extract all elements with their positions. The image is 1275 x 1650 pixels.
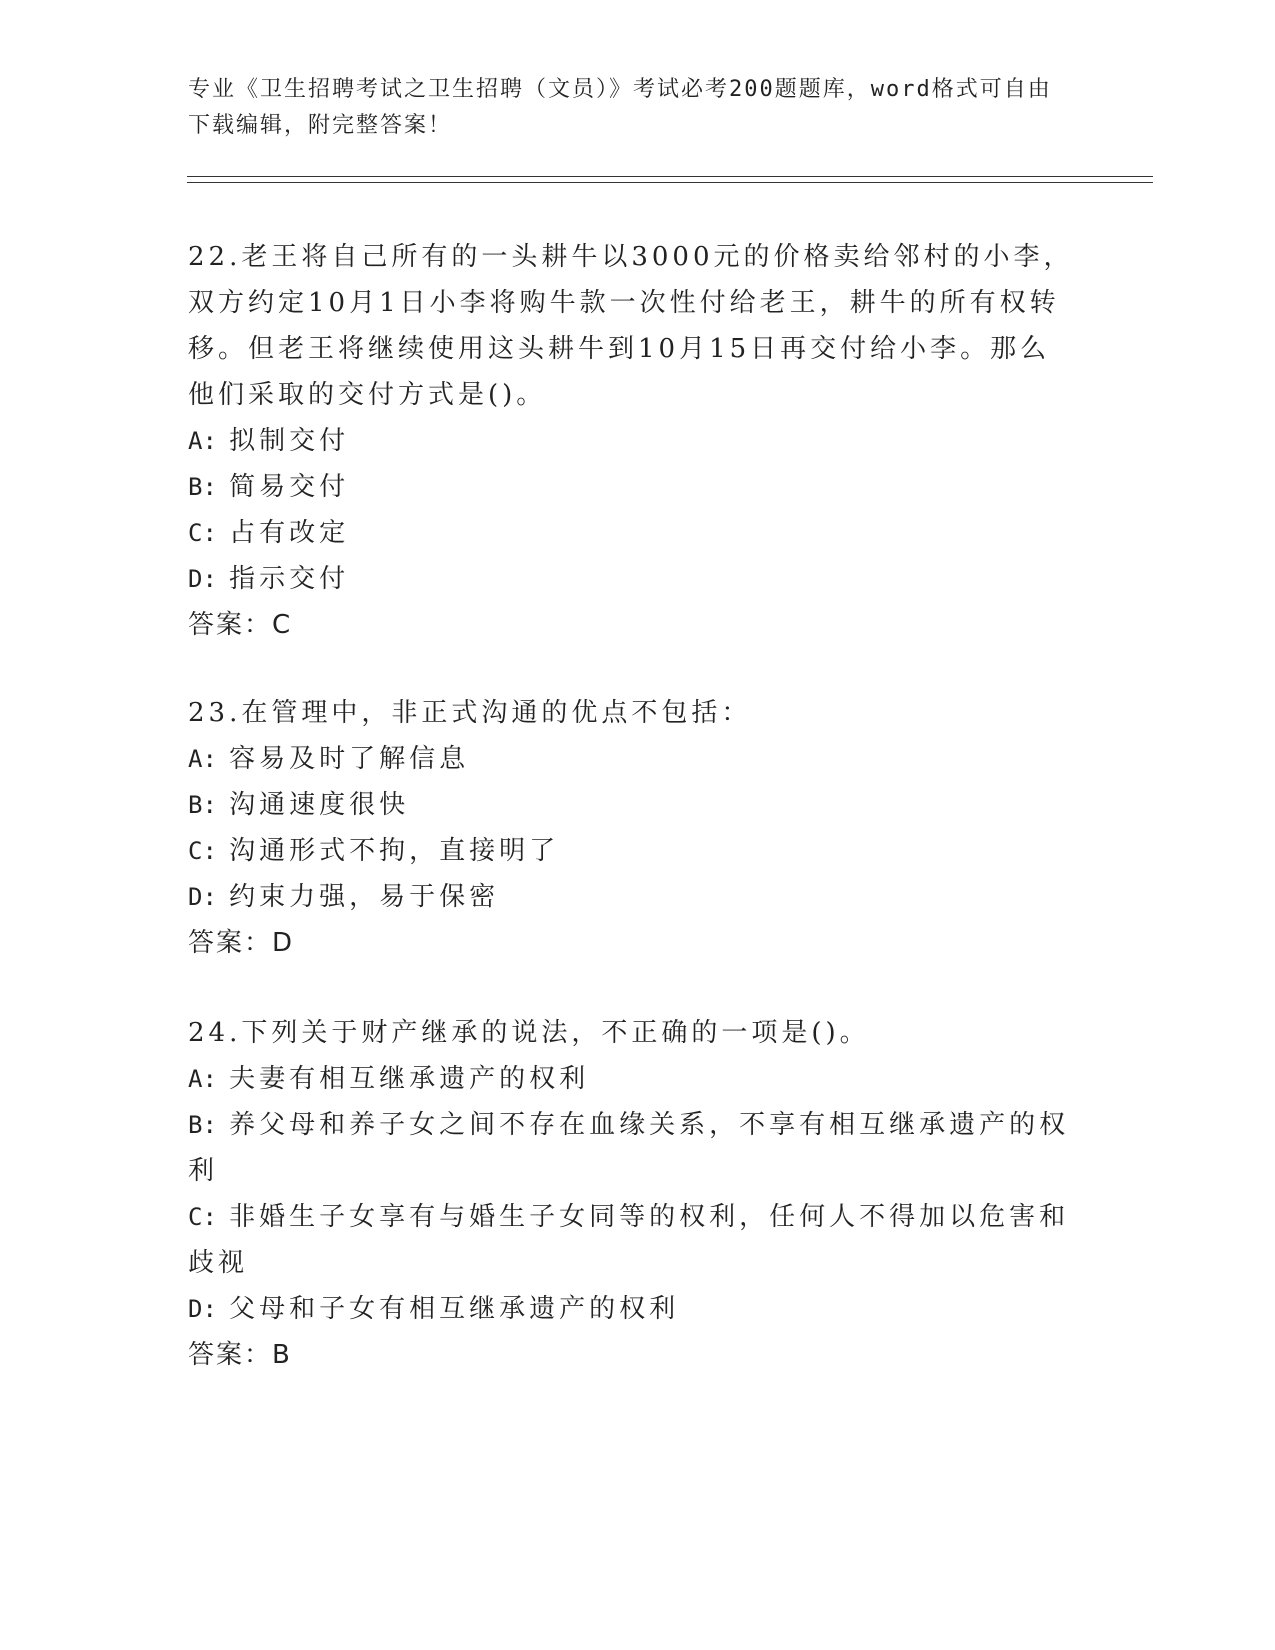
option-d xyxy=(188,556,1078,602)
header-divider-bottom xyxy=(187,182,1153,183)
option-text: 约束力强，易于保密 xyxy=(229,882,500,912)
option-letter: A: xyxy=(188,745,217,773)
option-text: 夫妻有相互继承遗产的权利 xyxy=(229,1064,590,1094)
option-text: 容易及时了解信息 xyxy=(229,744,470,774)
option-text: 沟通速度很快 xyxy=(229,790,410,820)
header-divider-top xyxy=(187,176,1153,177)
option-letter: A: xyxy=(188,427,217,455)
option-a xyxy=(188,736,1078,782)
option-letter: D: xyxy=(188,1295,217,1323)
option-letter: C: xyxy=(188,837,217,865)
question-22 xyxy=(188,234,1078,648)
option-d xyxy=(188,874,1078,920)
option-letter: B: xyxy=(188,473,217,501)
option-b xyxy=(188,464,1078,510)
option-c xyxy=(188,1194,1078,1286)
option-letter: B: xyxy=(188,1111,217,1139)
option-letter: B: xyxy=(188,791,217,819)
option-letter: D: xyxy=(188,565,217,593)
option-letter: C: xyxy=(188,1203,217,1231)
option-text: 占有改定 xyxy=(229,518,350,548)
answer-line: 答案：D xyxy=(188,928,295,958)
option-text: 养父母和养子女之间不存在血缘关系，不享有相互继承遗产的权利 xyxy=(188,1110,1070,1186)
option-letter: D: xyxy=(188,883,217,911)
option-text: 父母和子女有相互继承遗产的权利 xyxy=(229,1294,680,1324)
option-a xyxy=(188,1056,1078,1102)
option-text: 非婚生子女享有与婚生子女同等的权利，任何人不得加以危害和歧视 xyxy=(188,1202,1070,1278)
document-header-text: 专业《卫生招聘考试之卫生招聘（文员）》考试必考200题题库，word格式可自由下载编辑，附完整答案！ xyxy=(188,77,1052,138)
option-c xyxy=(188,828,1078,874)
option-d xyxy=(188,1286,1078,1332)
answer-line: 答案：B xyxy=(188,1340,292,1370)
option-b xyxy=(188,1102,1078,1194)
question-stem: 23.在管理中，非正式沟通的优点不包括： xyxy=(188,698,752,728)
question-stem: 24.下列关于财产继承的说法，不正确的一项是()。 xyxy=(188,1018,870,1048)
option-text: 拟制交付 xyxy=(229,426,350,456)
answer-line: 答案：C xyxy=(188,610,293,640)
option-text: 简易交付 xyxy=(229,472,350,502)
question-stem: 22.老王将自己所有的一头耕牛以3000元的价格卖给邻村的小李，双方约定10月1日小李将购牛款一次性付给老王，耕牛的所有权转移。但老王将继续使用这头耕牛到10月15日再交付给小李。那么他们采取的交付方式是()。 xyxy=(188,242,1074,410)
question-23 xyxy=(188,690,1078,966)
option-letter: C: xyxy=(188,519,217,547)
option-b xyxy=(188,782,1078,828)
option-letter: A: xyxy=(188,1065,217,1093)
option-a xyxy=(188,418,1078,464)
option-c xyxy=(188,510,1078,556)
option-text: 指示交付 xyxy=(229,564,350,594)
question-24 xyxy=(188,1010,1078,1378)
option-text: 沟通形式不拘，直接明了 xyxy=(229,836,560,866)
